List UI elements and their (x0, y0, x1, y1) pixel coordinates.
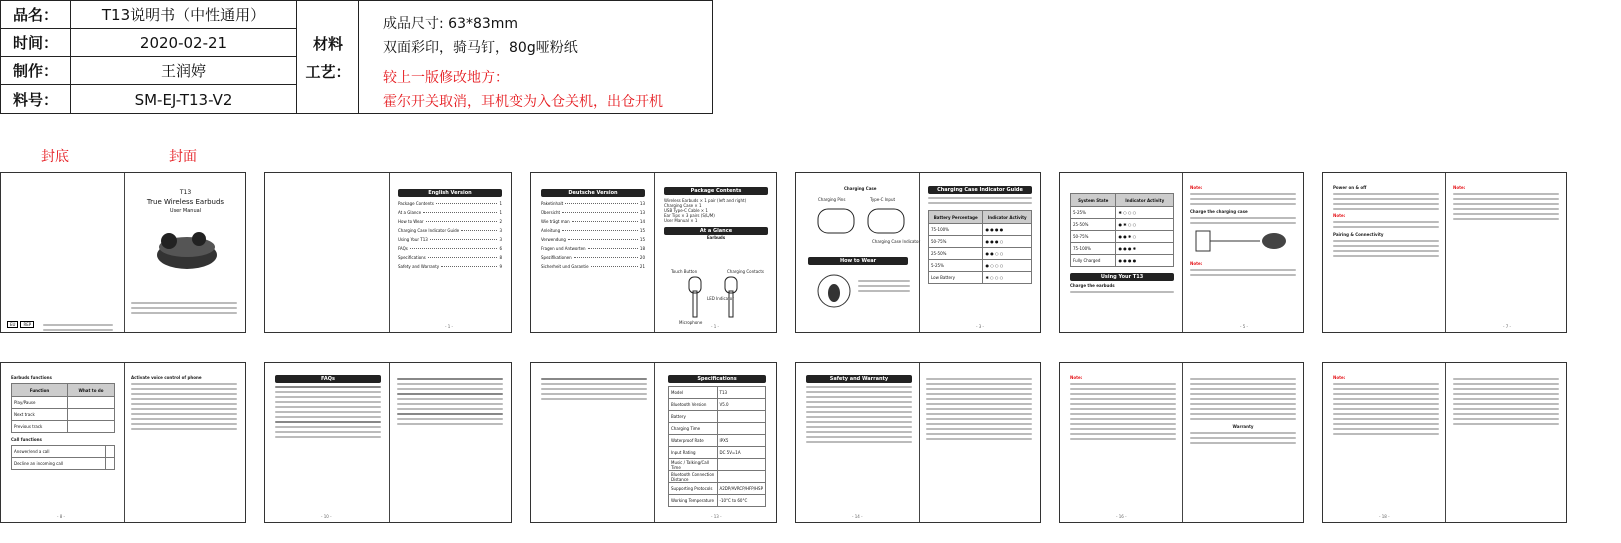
table-cell (106, 458, 115, 470)
package-list (664, 198, 768, 223)
note-label: Note: (1070, 375, 1083, 380)
page-number: - 1 - (711, 324, 719, 329)
change-detail: 霍尔开关取消，耳机变为入仓关机，出仓开机 (383, 94, 663, 110)
toc-item-label: Charging Case Indicator Guide (398, 228, 460, 233)
specs-left-text (541, 375, 647, 403)
safety-heading: Safety and Warranty (806, 375, 912, 383)
dots-cell: ● ● ○ ○ (983, 248, 1032, 260)
toc-page: 15 (639, 228, 645, 233)
label-back-cover: 封底 (41, 149, 69, 165)
label-led: LED Indicator (707, 296, 734, 301)
table-cell: Low Battery (929, 272, 983, 284)
voice-section (131, 375, 237, 433)
spread-package (530, 172, 777, 333)
indicator-table (928, 210, 1032, 284)
pairing-section (1333, 185, 1439, 260)
toc-item-label: Sicherheit und Garantie (541, 264, 589, 269)
toc-item-label: How to Wear (398, 219, 424, 224)
divider (389, 173, 390, 332)
spec-value (717, 459, 766, 471)
safety-section-2 (926, 375, 1032, 443)
spec-label: Charging Time (669, 423, 718, 435)
col-header: Function (12, 384, 68, 397)
toc-item (541, 237, 645, 242)
toc-item-label: Fragen und Antworten (541, 246, 586, 251)
toc-page: 6 (499, 246, 502, 251)
toc-leader (562, 212, 638, 213)
toc-item-label: Paketinhalt (541, 201, 564, 206)
spec-value: -10°C to 60°C (717, 495, 766, 507)
table-cell: Fully Charged (1071, 255, 1116, 267)
dots-cell: ● ● ● ✱ (1116, 243, 1174, 255)
indicator-heading: Charging Case Indicator Guide (928, 186, 1032, 194)
value-product-name: T13说明书（中性通用） (101, 6, 266, 24)
page-number: - 16 - (1116, 514, 1127, 519)
note-label: Note: (1333, 213, 1346, 218)
spec-value: A2DP/AVRCP/HFP/HSP (717, 483, 766, 495)
toc-leader (588, 248, 638, 249)
toc-leader (568, 239, 638, 240)
note-label-2: Note: (1453, 185, 1466, 190)
material-label-line2: 工艺： (305, 62, 351, 81)
status-notes (1190, 185, 1296, 279)
cover-title: True Wireless Earbuds (146, 198, 225, 206)
toc-item (398, 228, 502, 233)
indicator-section (928, 186, 1032, 284)
page-number: - 1 - (445, 324, 453, 329)
spread-final (1322, 362, 1567, 523)
toc-de-list (541, 201, 645, 269)
value-date: 2020-02-21 (139, 33, 228, 52)
label-date: 时间： (1, 29, 71, 56)
wear-text (858, 277, 910, 295)
cover-intro (131, 299, 237, 317)
toc-leader (591, 266, 638, 267)
toc-item (541, 264, 645, 269)
divider (1182, 173, 1183, 332)
toc-leader (441, 266, 497, 267)
page-number: - 18 - (1379, 514, 1390, 519)
warranty-notes (1070, 375, 1176, 443)
glance-sub: Earbuds (706, 235, 726, 240)
table-row (669, 423, 766, 435)
toc-leader (430, 239, 498, 240)
package-item: User Manual × 1 (664, 218, 698, 223)
rep-mark: REP (20, 321, 34, 328)
col-header: Indicator Activity (983, 211, 1032, 224)
toc-page: 1 (499, 201, 502, 206)
ce-marks (7, 321, 34, 328)
table-cell: 75-100% (1071, 243, 1116, 255)
package-item: Charging Case × 1 (664, 203, 702, 208)
specs-table (668, 386, 766, 507)
faq-section-2 (397, 375, 503, 428)
functions-title: Earbuds functions (11, 375, 52, 380)
package-item: Wireless Earbuds × 1 pair (left and right) (664, 198, 747, 203)
toc-item-label: At a Glance (398, 210, 422, 215)
spec-header-table (0, 0, 713, 114)
toc-page: 8 (499, 255, 502, 260)
toc-en-heading: English Version (398, 189, 502, 197)
toc-item-label: Spezifikationen (541, 255, 572, 260)
spec-value: T13 (717, 387, 766, 399)
label-mic: Microphone (679, 320, 703, 325)
label-touch: Touch Button (671, 269, 698, 274)
note-label-2: Note: (1190, 261, 1203, 266)
table-cell: Previous track (12, 421, 68, 433)
material-label-line1: 材料 (312, 34, 343, 53)
toc-item (398, 255, 502, 260)
page-number: - 8 - (57, 514, 65, 519)
header-row-author (1, 57, 296, 85)
toc-page: 18 (639, 246, 645, 251)
label-contacts: Charging Contacts (727, 269, 764, 274)
spec-label: Bluetooth Connection Distance (669, 471, 718, 483)
page-number: - 7 - (1503, 324, 1511, 329)
value-author: 王润婷 (160, 62, 206, 80)
toc-leader (574, 257, 638, 258)
front-cover-titles (124, 189, 246, 214)
toc-item-label: Wie trägt man (541, 219, 570, 224)
toc-page: 21 (639, 264, 645, 269)
cover-model: T13 (179, 189, 192, 196)
toc-item-label: Safety and Warranty (398, 264, 440, 269)
toc-item (541, 219, 645, 224)
calls-table (11, 445, 115, 470)
toc-page: 1 (499, 210, 502, 215)
toc-page: 13 (639, 210, 645, 215)
table-row (669, 399, 766, 411)
package-section (664, 187, 768, 240)
spec-label: Battery (669, 411, 718, 423)
col-header: Battery Percentage (929, 211, 983, 224)
toc-de (541, 189, 645, 273)
table-row (669, 495, 766, 507)
table-cell: 25-50% (1071, 219, 1116, 231)
table-cell: Decline an incoming call (12, 458, 106, 470)
wear-heading: How to Wear (808, 257, 908, 265)
toc-page: 13 (639, 201, 645, 206)
dots-cell: ● ● ● ● (1116, 255, 1174, 267)
using-heading: Using Your T13 (1070, 273, 1174, 281)
case-diagram (814, 205, 908, 239)
spec-label: Supporting Protocols (669, 483, 718, 495)
charge-case-title: Charge the charging case (1190, 209, 1248, 214)
toc-en-list (398, 201, 502, 269)
spread-status (1059, 172, 1304, 333)
spec-label: Input Rating (669, 447, 718, 459)
spec-label: Music / Talking/Call Time (669, 459, 718, 471)
toc-leader (428, 257, 498, 258)
toc-leader (436, 203, 498, 204)
toc-item-label: Verwendung (541, 237, 566, 242)
spread-pairing (1322, 172, 1567, 333)
col-header: Indicator Activity (1116, 194, 1174, 207)
status-section (1070, 193, 1174, 296)
charging-diagram (1190, 227, 1290, 257)
page-number: - 14 - (852, 514, 863, 519)
toc-item (541, 255, 645, 260)
specs-section (668, 375, 766, 507)
label-pins: Charging Pins (818, 197, 846, 202)
dots-cell: ✱ ○ ○ ○ (983, 272, 1032, 284)
charge-earbuds: Charge the earbuds (1070, 283, 1115, 288)
spread-safety (795, 362, 1041, 523)
table-cell: 5-25% (1071, 207, 1116, 219)
divider (654, 173, 655, 332)
dots-cell: ● ✱ ○ ○ (1116, 219, 1174, 231)
value-part-no: SM-EJ-T13-V2 (134, 90, 233, 109)
note-label: Note: (1190, 185, 1203, 190)
table-cell: 25-50% (929, 248, 983, 260)
toc-item (541, 246, 645, 251)
header-row-part (1, 85, 296, 114)
page-number: - 3 - (976, 324, 984, 329)
toc-leader (410, 248, 498, 249)
toc-item (398, 201, 502, 206)
table-row (669, 471, 766, 483)
toc-item-label: FAQs (398, 246, 408, 251)
toc-leader (565, 203, 638, 204)
spec-value (717, 471, 766, 483)
earbud-diagram (681, 275, 751, 323)
spec-label: Model (669, 387, 718, 399)
warranty-section (1190, 375, 1296, 447)
toc-page: 20 (639, 255, 645, 260)
eu-mark: EU (7, 321, 18, 328)
label-product-name: 品名： (1, 1, 71, 28)
warranty-title: Warranty (1232, 424, 1254, 429)
table-cell: 5-25% (929, 260, 983, 272)
toc-item (398, 210, 502, 215)
divider (1445, 363, 1446, 522)
toc-leader (461, 230, 497, 231)
spread-case (795, 172, 1041, 333)
toc-de-heading: Deutsche Version (541, 189, 645, 197)
divider (389, 363, 390, 522)
package-heading: Package Contents (664, 187, 768, 195)
back-cover-text (43, 321, 113, 333)
page-number: - 13 - (711, 514, 722, 519)
table-row (669, 459, 766, 471)
table-cell: Next track (12, 409, 68, 421)
table-cell: 75-100% (929, 224, 983, 236)
toc-item (541, 201, 645, 206)
page-number: - 5 - (1240, 324, 1248, 329)
col-header: System State (1071, 194, 1116, 207)
toc-item (398, 246, 502, 251)
table-row (669, 387, 766, 399)
safety-section (806, 375, 912, 446)
divider (1445, 173, 1446, 332)
faq-section (275, 375, 381, 441)
header-row-date (1, 29, 296, 57)
note-label: Note: (1333, 375, 1346, 380)
divider (124, 363, 125, 522)
spread-cover (0, 172, 246, 333)
spec-value: V5.0 (717, 399, 766, 411)
toc-en (398, 189, 502, 273)
toc-item (541, 228, 645, 233)
table-cell (106, 446, 115, 458)
toc-item-label: Übersicht (541, 210, 561, 215)
dots-cell: ✱ ○ ○ ○ (1116, 207, 1174, 219)
spec-value (717, 423, 766, 435)
cover-subtitle: User Manual (169, 208, 202, 214)
table-cell (68, 397, 115, 409)
page-number: - 10 - (321, 514, 332, 519)
label-typec: Type-C Input (870, 197, 896, 202)
toc-page: 14 (639, 219, 645, 224)
calls-title: Call functions (11, 437, 42, 442)
toc-page: 3 (499, 228, 502, 233)
toc-page: 15 (639, 237, 645, 242)
toc-item-label: Using Your T13 (398, 237, 428, 242)
faq-heading: FAQs (275, 375, 381, 383)
spec-value: IPX5 (717, 435, 766, 447)
spread-warranty (1059, 362, 1304, 523)
spread-specs (530, 362, 777, 523)
toc-leader (426, 221, 498, 222)
spec-print: 双面彩印，骑马钉，80g哑粉纸 (383, 40, 578, 56)
toc-item (541, 210, 645, 215)
spec-label: Bluetooth Version (669, 399, 718, 411)
voice-title: Activate voice control of phone (131, 375, 202, 380)
toc-item-label: Anleitung (541, 228, 561, 233)
power-title: Power on & off (1333, 185, 1367, 190)
spec-value: DC 5V=1A (717, 447, 766, 459)
spread-faq (264, 362, 512, 523)
toc-item-label: Specifications (398, 255, 426, 260)
pairing-title: Pairing & Connectivity (1333, 232, 1384, 237)
label-front-cover: 封面 (169, 149, 197, 165)
earbuds-case-image (149, 225, 219, 273)
spec-label: Working Temperature (669, 495, 718, 507)
toc-leader (562, 230, 638, 231)
table-cell: 50-75% (1071, 231, 1116, 243)
final-text (1453, 375, 1559, 428)
divider (654, 363, 655, 522)
change-title: 较上一版修改地方： (383, 70, 509, 86)
spread-toc-en (264, 172, 512, 333)
table-cell (68, 421, 115, 433)
status-table (1070, 193, 1174, 267)
spec-value (717, 411, 766, 423)
toc-leader (572, 221, 638, 222)
dots-cell: ● ○ ○ ○ (983, 260, 1032, 272)
toc-page: 9 (499, 264, 502, 269)
toc-page: 2 (499, 219, 502, 224)
toc-item-label: Package Contents (398, 201, 434, 206)
final-notes (1333, 375, 1439, 438)
table-row (669, 435, 766, 447)
pairing-notes (1453, 185, 1559, 223)
table-cell (68, 409, 115, 421)
material-label (297, 1, 359, 114)
package-item: USB Type-C Cable × 1 (664, 208, 708, 213)
functions-section (11, 375, 115, 470)
divider (919, 173, 920, 332)
functions-table (11, 383, 115, 433)
header-row-name (1, 1, 296, 29)
ear-image (816, 271, 852, 311)
table-cell: Play/Pause (12, 397, 68, 409)
table-row (669, 447, 766, 459)
label-author: 制作： (1, 57, 71, 84)
table-row (669, 483, 766, 495)
table-row (669, 411, 766, 423)
spread-functions (0, 362, 246, 523)
toc-item (398, 264, 502, 269)
dots-cell: ● ● ● ○ (983, 236, 1032, 248)
label-indicator: Charging Case Indicator (872, 239, 921, 244)
glance-heading: At a Glance (664, 227, 768, 235)
divider (919, 363, 920, 522)
toc-leader (423, 212, 497, 213)
toc-item (398, 219, 502, 224)
toc-page: 3 (499, 237, 502, 242)
spec-size: 成品尺寸: 63*83mm (383, 16, 519, 32)
table-cell: 50-75% (929, 236, 983, 248)
spec-label: Waterproof Rate (669, 435, 718, 447)
col-header: What to do (68, 384, 115, 397)
label-part-no: 料号： (1, 85, 71, 114)
specs-heading: Specifications (668, 375, 766, 383)
case-heading: Charging Case (844, 186, 877, 191)
dots-cell: ● ● ● ● (983, 224, 1032, 236)
dots-cell: ● ● ✱ ○ (1116, 231, 1174, 243)
divider (1182, 363, 1183, 522)
table-cell: Answer/end a call (12, 446, 106, 458)
toc-item (398, 237, 502, 242)
package-item: Ear Tips × 3 pairs (S/L/M) (664, 213, 715, 218)
